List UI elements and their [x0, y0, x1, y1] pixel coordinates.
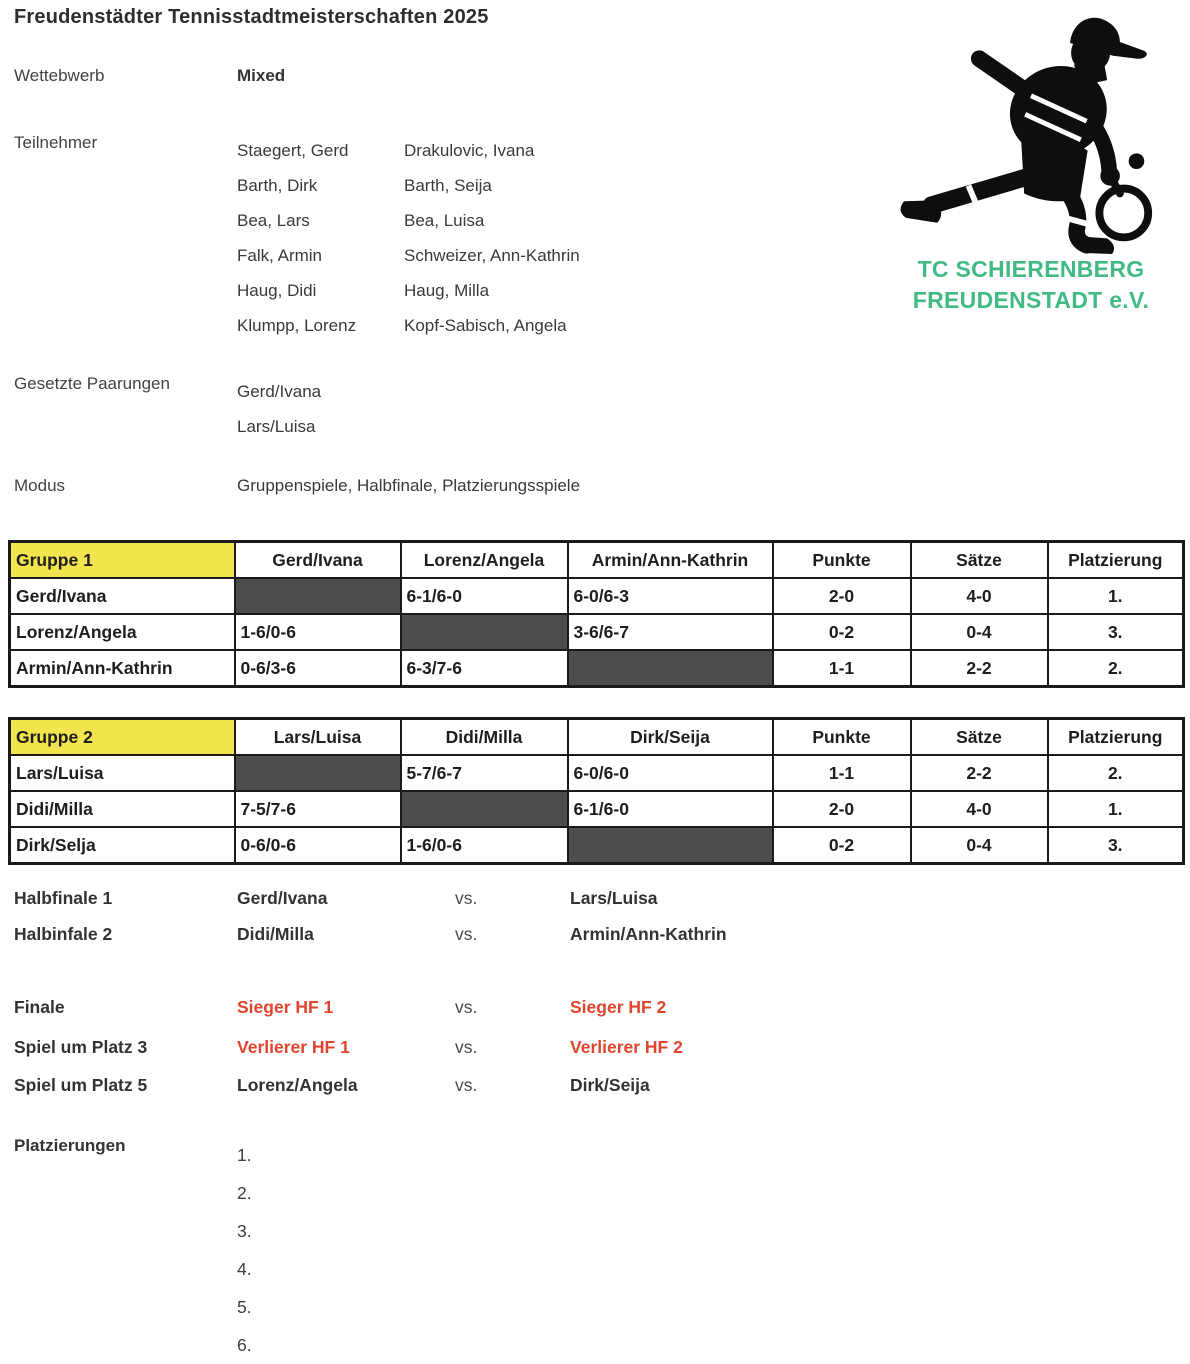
halbfinale1-row — [14, 888, 658, 909]
match-label: Halbfinale 1 — [14, 888, 113, 908]
platzierung-cell: 2. — [1048, 650, 1184, 687]
saetze-cell: 4-0 — [911, 578, 1048, 614]
result-cell: 3-6/6-7 — [568, 614, 773, 650]
punkte-cell: 1-1 — [773, 650, 911, 687]
tennis-player-icon — [881, 2, 1181, 254]
teilnehmer-pair — [237, 238, 580, 273]
match-team2: Armin/Ann-Kathrin — [570, 924, 727, 944]
table-row — [10, 755, 1184, 791]
blocked-cell — [401, 614, 568, 650]
teilnehmer-label: Teilnehmer — [14, 133, 98, 152]
teilnehmer-name: Barth, Dirk — [237, 176, 318, 195]
teilnehmer-pair — [237, 273, 580, 308]
teilnehmer-pair — [237, 203, 580, 238]
halbfinale2-row — [14, 924, 727, 945]
club-logo — [880, 2, 1182, 316]
result-cell: 1-6/0-6 — [235, 614, 401, 650]
gruppe1-name-cell: Gruppe 1 — [10, 542, 235, 579]
saetze-cell: 2-2 — [911, 650, 1048, 687]
platzierungen-row — [14, 1136, 252, 1364]
wettbewerb-value: Mixed — [237, 66, 286, 85]
result-cell: 6-0/6-0 — [568, 755, 773, 791]
vs-label: vs. — [455, 1075, 478, 1095]
vs-label: vs. — [455, 924, 478, 944]
column-header: Platzierung — [1048, 542, 1184, 579]
result-cell: 7-5/7-6 — [235, 791, 401, 827]
page-title: Freudenstädter Tennisstadtmeisterschaften 2025 — [14, 6, 489, 28]
finale-row — [14, 997, 666, 1018]
teilnehmer-name: Haug, Didi — [237, 281, 317, 300]
table-row — [10, 827, 1184, 864]
teilnehmer-name: Kopf-Sabisch, Angela — [404, 316, 567, 335]
platzierung-slot: 5. — [237, 1297, 252, 1317]
platzierung-cell: 3. — [1048, 827, 1184, 864]
result-cell: 6-1/6-0 — [401, 578, 568, 614]
punkte-cell: 2-0 — [773, 578, 911, 614]
platz5-row — [14, 1075, 650, 1096]
result-cell: 0-6/3-6 — [235, 650, 401, 687]
modus-value: Gruppenspiele, Halbfinale, Platzierungsspiele — [237, 476, 581, 495]
wettbewerb-row — [14, 66, 285, 86]
column-header: Platzierung — [1048, 719, 1184, 756]
teilnehmer-pair — [237, 308, 580, 343]
punkte-cell: 0-2 — [773, 827, 911, 864]
platzierung-slot: 4. — [237, 1259, 252, 1279]
teilnehmer-pair — [237, 133, 580, 168]
team-cell: Armin/Ann-Kathrin — [10, 650, 235, 687]
teilnehmer-name: Schweizer, Ann-Kathrin — [404, 246, 580, 265]
teilnehmer-row — [14, 133, 580, 343]
vs-label: vs. — [455, 1037, 478, 1057]
saetze-cell: 2-2 — [911, 755, 1048, 791]
punkte-cell: 0-2 — [773, 614, 911, 650]
gruppe1-table — [8, 540, 1185, 688]
column-header: Dirk/Seija — [568, 719, 773, 756]
blocked-cell — [568, 650, 773, 687]
result-cell: 5-7/6-7 — [401, 755, 568, 791]
team-cell: Lorenz/Angela — [10, 614, 235, 650]
teilnehmer-name: Bea, Lars — [237, 211, 310, 230]
teilnehmer-list — [237, 133, 580, 343]
column-header: Gerd/Ivana — [235, 542, 401, 579]
club-name-line2: FREUDENSTADT e.V. — [912, 287, 1150, 313]
platzierung-cell: 1. — [1048, 578, 1184, 614]
teilnehmer-name: Haug, Milla — [404, 281, 490, 300]
saetze-cell: 4-0 — [911, 791, 1048, 827]
column-header: Lorenz/Angela — [401, 542, 568, 579]
club-name-line1: TC SCHIERENBERG — [917, 256, 1145, 282]
team-cell: Gerd/Ivana — [10, 578, 235, 614]
blocked-cell — [401, 791, 568, 827]
column-header: Sätze — [911, 542, 1048, 579]
punkte-cell: 2-0 — [773, 791, 911, 827]
platzierung-cell: 3. — [1048, 614, 1184, 650]
table-row — [10, 650, 1184, 687]
paarung: Gerd/Ivana — [237, 382, 322, 401]
platzierungen-list — [237, 1136, 252, 1364]
result-cell: 6-0/6-3 — [568, 578, 773, 614]
paarung: Lars/Luisa — [237, 417, 316, 436]
team-cell: Didi/Milla — [10, 791, 235, 827]
column-header: Lars/Luisa — [235, 719, 401, 756]
column-header: Didi/Milla — [401, 719, 568, 756]
platzierungen-label: Platzierungen — [14, 1136, 126, 1155]
teilnehmer-name: Barth, Seija — [404, 176, 492, 195]
wettbewerb-label: Wettebwerb — [14, 66, 105, 85]
platzierung-slot: 1. — [237, 1145, 252, 1165]
blocked-cell — [235, 578, 401, 614]
teilnehmer-name: Staegert, Gerd — [237, 141, 349, 160]
platzierung-slot: 2. — [237, 1183, 252, 1203]
result-cell: 1-6/0-6 — [401, 827, 568, 864]
match-team1: Lorenz/Angela — [237, 1075, 358, 1095]
column-header: Sätze — [911, 719, 1048, 756]
platzierung-slot: 6. — [237, 1335, 252, 1355]
paarungen-list — [237, 374, 321, 444]
paarungen-label: Gesetzte Paarungen — [14, 374, 170, 393]
teilnehmer-name: Falk, Armin — [237, 246, 323, 265]
match-team1: Gerd/Ivana — [237, 888, 328, 908]
team-cell: Lars/Luisa — [10, 755, 235, 791]
teilnehmer-name: Klumpp, Lorenz — [237, 316, 357, 335]
gruppe2-name-cell: Gruppe 2 — [10, 719, 235, 756]
table-row — [10, 791, 1184, 827]
vs-label: vs. — [455, 888, 478, 908]
saetze-cell: 0-4 — [911, 827, 1048, 864]
match-team2: Lars/Luisa — [570, 888, 658, 908]
paarungen-row — [14, 374, 321, 444]
match-team2: Sieger HF 2 — [570, 997, 667, 1017]
modus-label: Modus — [14, 476, 66, 495]
column-header: Punkte — [773, 542, 911, 579]
blocked-cell — [568, 827, 773, 864]
match-team1: Didi/Milla — [237, 924, 314, 944]
result-cell: 6-3/7-6 — [401, 650, 568, 687]
column-header: Armin/Ann-Kathrin — [568, 542, 773, 579]
result-cell: 0-6/0-6 — [235, 827, 401, 864]
modus-row — [14, 476, 580, 496]
platz3-row — [14, 1037, 683, 1058]
match-team1: Sieger HF 1 — [237, 997, 334, 1017]
match-team2: Dirk/Seija — [570, 1075, 650, 1095]
table-row — [10, 578, 1184, 614]
blocked-cell — [235, 755, 401, 791]
teilnehmer-name: Drakulovic, Ivana — [404, 141, 535, 160]
result-cell: 6-1/6-0 — [568, 791, 773, 827]
teilnehmer-pair — [237, 168, 580, 203]
match-label: Halbinfale 2 — [14, 924, 113, 944]
saetze-cell: 0-4 — [911, 614, 1048, 650]
match-team2: Verlierer HF 2 — [570, 1037, 683, 1057]
match-team1: Verlierer HF 1 — [237, 1037, 350, 1057]
match-label: Spiel um Platz 5 — [14, 1075, 148, 1095]
gruppe2-header-row — [10, 719, 1184, 756]
platzierung-cell: 1. — [1048, 791, 1184, 827]
platzierung-slot: 3. — [237, 1221, 252, 1241]
gruppe1-header-row — [10, 542, 1184, 579]
punkte-cell: 1-1 — [773, 755, 911, 791]
match-label: Spiel um Platz 3 — [14, 1037, 148, 1057]
vs-label: vs. — [455, 997, 478, 1017]
platzierung-cell: 2. — [1048, 755, 1184, 791]
table-row — [10, 614, 1184, 650]
column-header: Punkte — [773, 719, 911, 756]
team-cell: Dirk/Selja — [10, 827, 235, 864]
gruppe2-table — [8, 717, 1185, 865]
teilnehmer-name: Bea, Luisa — [404, 211, 485, 230]
match-label: Finale — [14, 997, 65, 1017]
